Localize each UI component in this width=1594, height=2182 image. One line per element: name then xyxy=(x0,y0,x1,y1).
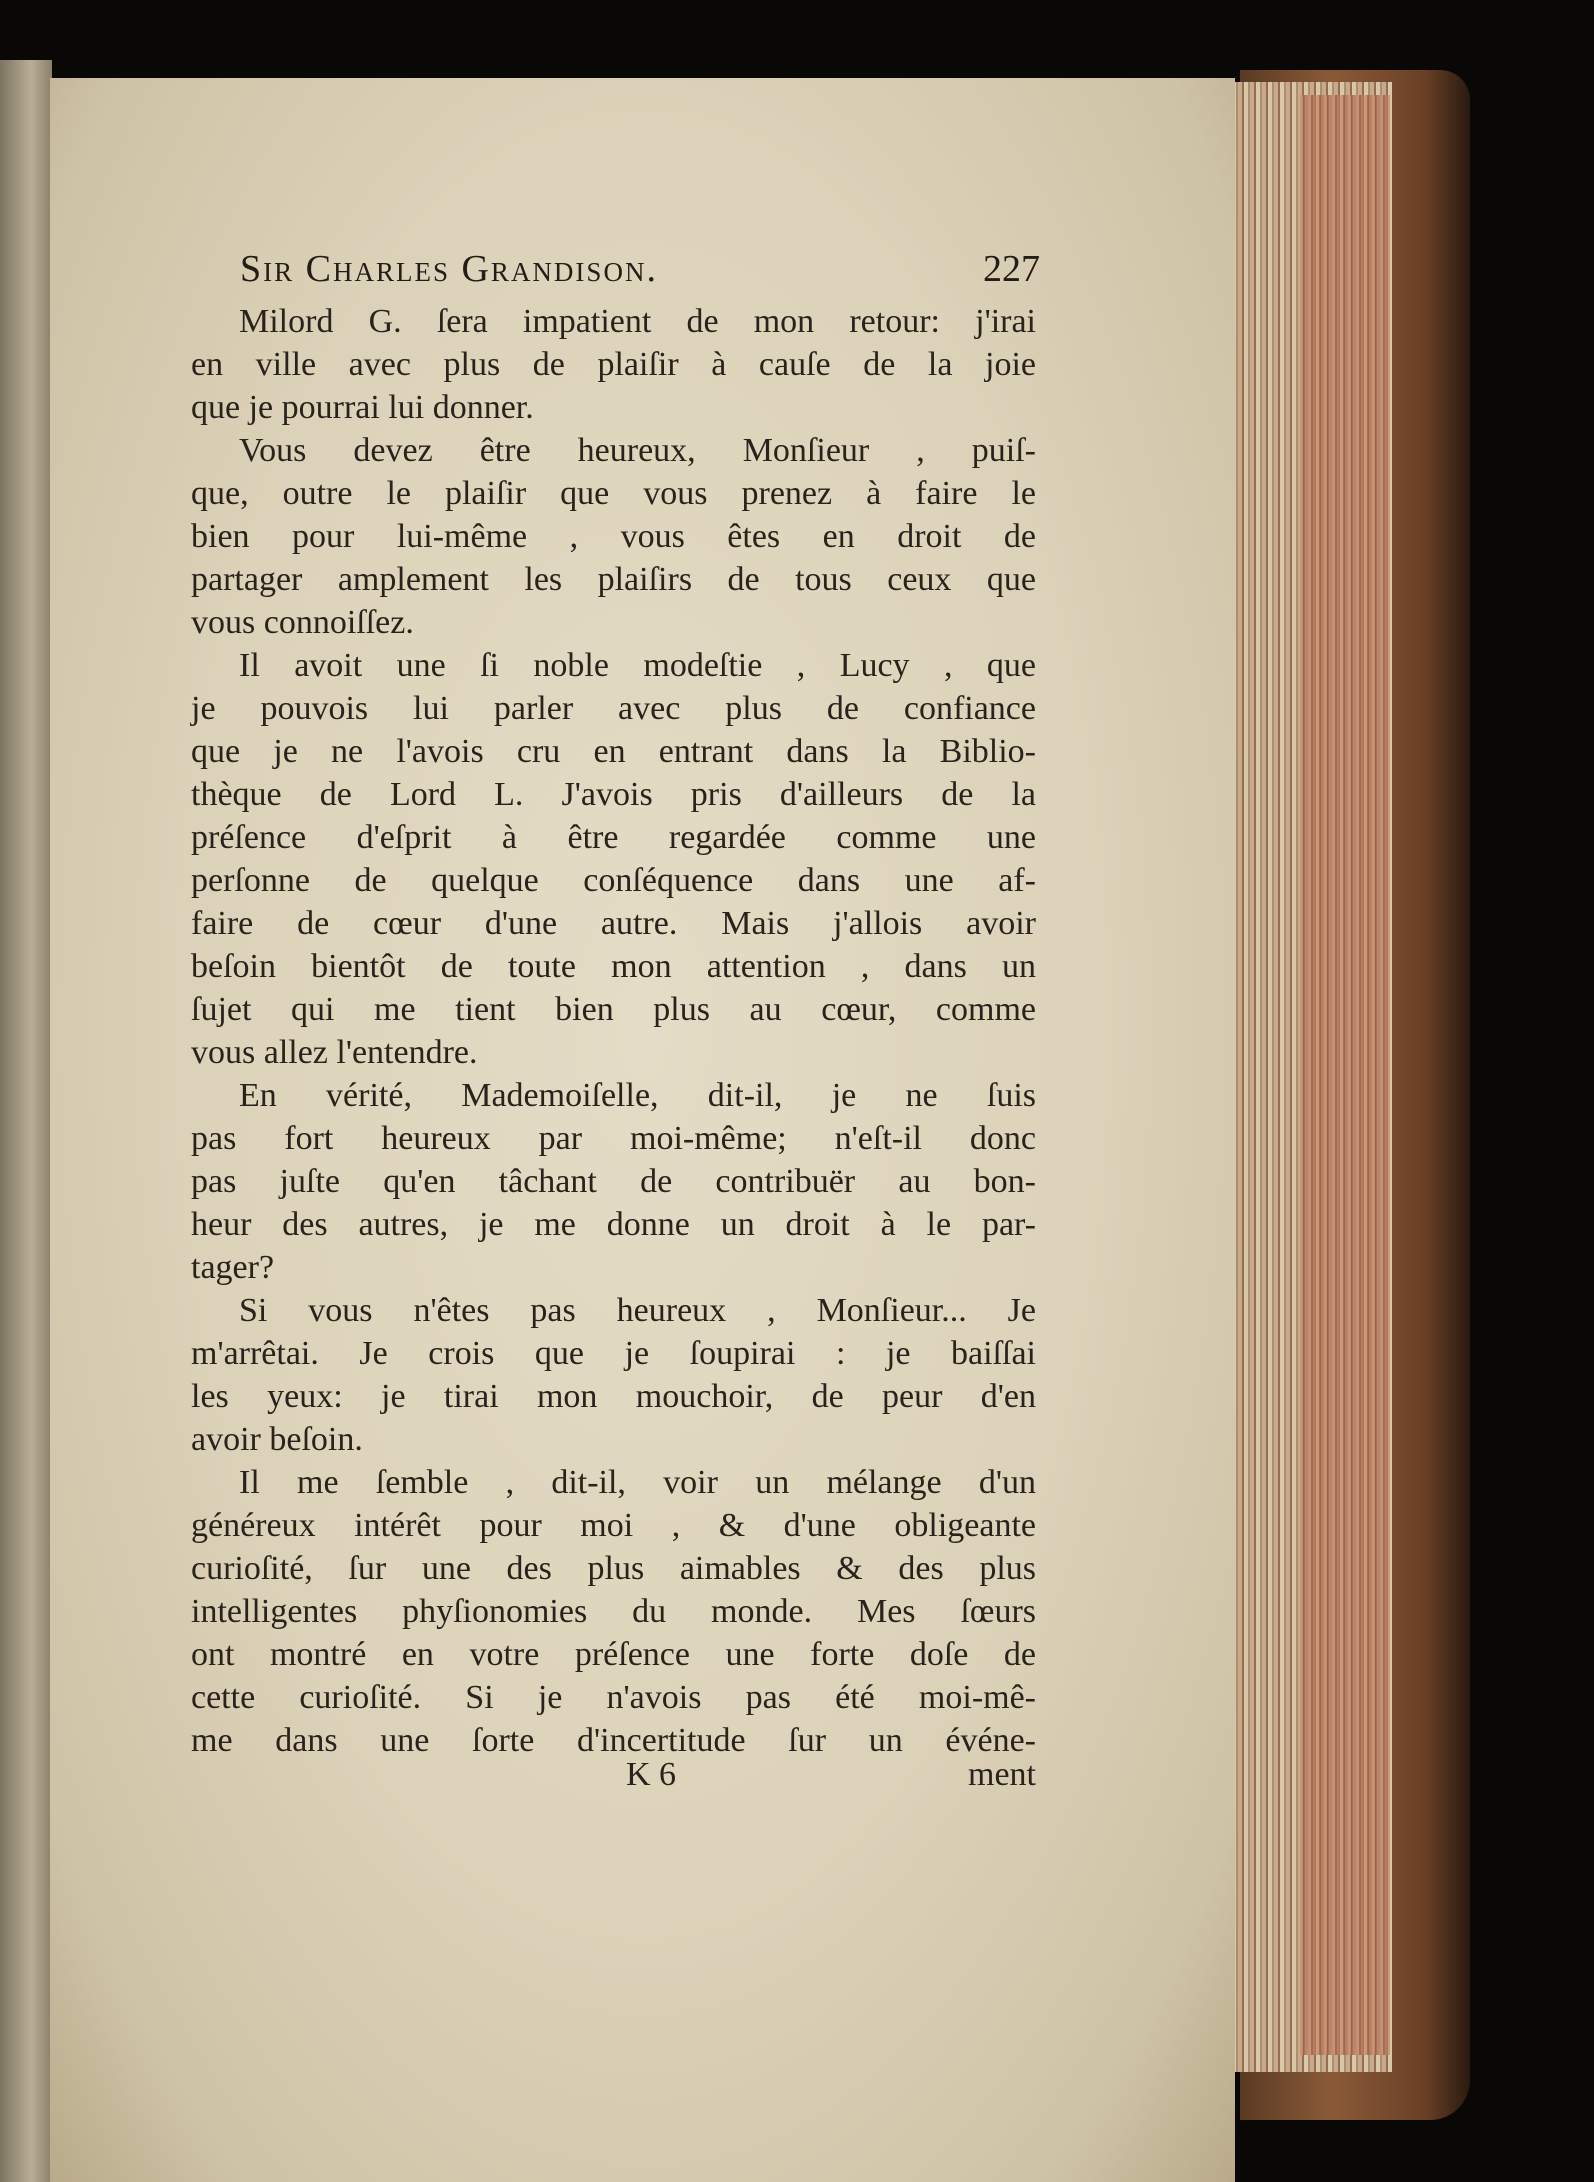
text-line: partager amplement les plaiſirs de tous ceux que xyxy=(191,561,1036,598)
text-line: vous allez l'entendre. xyxy=(191,1034,478,1071)
page-header xyxy=(190,246,1040,292)
paragraph xyxy=(191,1074,1036,1289)
text-line: je pouvois lui parler avec plus de confiance xyxy=(191,690,1036,727)
page-number: 227 xyxy=(983,248,1040,290)
text-line: Il me ſemble , dit-il, voir un mélange d'un xyxy=(239,1464,1036,1501)
text-line: cette curioſité. Si je n'avois pas été moi-mê- xyxy=(191,1679,1036,1716)
text-line: beſoin bientôt de toute mon attention , dans un xyxy=(191,948,1036,985)
paragraph xyxy=(191,300,1036,429)
text-line: que je ne l'avois cru en entrant dans la Biblio- xyxy=(191,733,1036,770)
text-line: heur des autres, je me donne un droit à le par- xyxy=(191,1206,1036,1243)
text-line: les yeux: je tirai mon mouchoir, de peur d'en xyxy=(191,1378,1036,1415)
text-line: me dans une ſorte d'incertitude ſur un événe- xyxy=(191,1722,1036,1759)
facing-page-edge xyxy=(0,60,52,2182)
text-line: vous connoiſſez. xyxy=(191,604,414,641)
text-line: m'arrêtai. Je crois que je ſoupirai : je baiſſai xyxy=(191,1335,1036,1372)
text-line: intelligentes phyſionomies du monde. Mes ſœurs xyxy=(191,1593,1036,1630)
text-line: préſence d'eſprit à être regardée comme une xyxy=(191,819,1036,856)
signature-mark: K 6 xyxy=(626,1756,677,1793)
catchword: ment xyxy=(968,1756,1036,1793)
paragraph xyxy=(191,1289,1036,1461)
text-line: tager? xyxy=(191,1249,275,1286)
paragraph xyxy=(191,429,1036,644)
paragraph xyxy=(191,1461,1036,1762)
text-line: bien pour lui-même , vous êtes en droit de xyxy=(191,518,1036,555)
text-line: ont montré en votre préſence une forte doſe de xyxy=(191,1636,1036,1673)
text-line: faire de cœur d'une autre. Mais j'allois avoir xyxy=(191,905,1036,942)
text-line: que, outre le plaiſir que vous prenez à faire le xyxy=(191,475,1036,512)
text-line: que je pourrai lui donner. xyxy=(191,389,534,426)
paragraph xyxy=(191,644,1036,1074)
text-line: thèque de Lord L. J'avois pris d'ailleurs de la xyxy=(191,776,1036,813)
page-footer xyxy=(191,1752,1036,1797)
page-body xyxy=(191,300,1036,1762)
page-edges-gilt xyxy=(1300,95,1390,2055)
text-line: perſonne de quelque conſéquence dans une af- xyxy=(191,862,1036,899)
text-line: Vous devez être heureux, Monſieur , puiſ- xyxy=(239,432,1036,469)
text-line: ſujet qui me tient bien plus au cœur, comme xyxy=(191,991,1036,1028)
text-line: avoir beſoin. xyxy=(191,1421,363,1458)
text-line: pas fort heureux par moi-même; n'eſt-il donc xyxy=(191,1120,1036,1157)
text-line: généreux intérêt pour moi , & d'une obligeante xyxy=(191,1507,1036,1544)
text-line: curioſité, ſur une des plus aimables & des plus xyxy=(191,1550,1036,1587)
text-line: en ville avec plus de plaiſir à cauſe de la joie xyxy=(191,346,1036,383)
text-line: pas juſte qu'en tâchant de contribuër au bon- xyxy=(191,1163,1036,1200)
text-line: En vérité, Mademoiſelle, dit-il, je ne ſuis xyxy=(239,1077,1036,1114)
text-line: Si vous n'êtes pas heureux , Monſieur... Je xyxy=(239,1292,1036,1329)
text-line: Milord G. ſera impatient de mon retour: j'irai xyxy=(239,303,1036,340)
running-title: Sir Charles Grandison. xyxy=(240,248,658,290)
text-line: Il avoit une ſi noble modeſtie , Lucy , que xyxy=(239,647,1036,684)
